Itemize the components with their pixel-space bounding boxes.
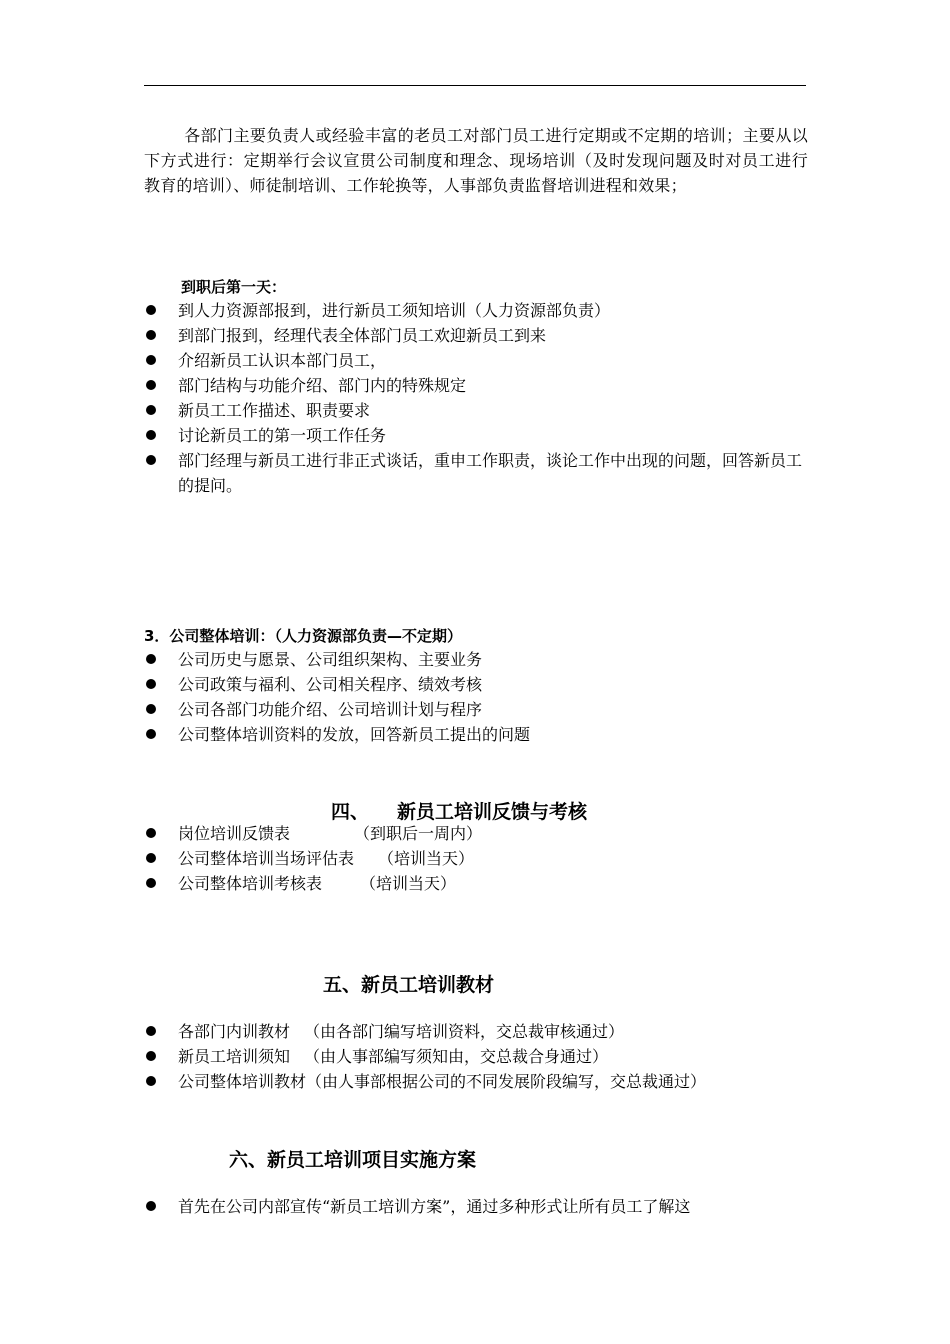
section-4-title: 四、 新员工培训反馈与考核 [331,801,588,823]
bullet-icon [146,729,156,739]
list-item: 新员工工作描述、职责要求 [144,398,814,423]
bullet-icon [146,305,156,315]
bullet-icon [146,704,156,714]
list-item: 公司整体培训教材（由人事部根据公司的不同发展阶段编写，交总裁通过） [144,1069,814,1094]
bullet-icon [146,1201,156,1211]
section-6-title: 六、新员工培训项目实施方案 [229,1149,477,1171]
header-rule [144,85,806,86]
bullet-icon [146,1026,156,1036]
list-item: 新员工培训须知 （由人事部编写须知由，交总裁合身通过） [144,1044,814,1069]
list-item: 到部门报到，经理代表全体部门员工欢迎新员工到来 [144,323,814,348]
bullet-icon [146,330,156,340]
bullet-icon [146,380,156,390]
list-item: 岗位培训反馈表 （到职后一周内） [144,821,814,846]
bullet-icon [146,878,156,888]
list-item: 公司整体培训考核表 （培训当天） [144,871,814,896]
list-item: 公司历史与愿景、公司组织架构、主要业务 [144,647,814,672]
bullet-icon [146,405,156,415]
list-item: 各部门内训教材 （由各部门编写培训资料，交总裁审核通过） [144,1019,814,1044]
bullet-icon [146,355,156,365]
list-item: 首先在公司内部宣传“新员工培训方案”，通过多种形式让所有员工了解这 [144,1194,814,1219]
list-item: 公司各部门功能介绍、公司培训计划与程序 [144,697,814,722]
list-item: 到人力资源部报到，进行新员工须知培训（人力资源部负责） [144,298,814,323]
bullet-icon [146,455,156,465]
bullet-icon [146,654,156,664]
list-item: 部门经理与新员工进行非正式谈话，重申工作职责，谈论工作中出现的问题，回答新员工的提问。 [144,448,808,498]
section-5-list [144,1019,814,1094]
bullet-icon [146,828,156,838]
bullet-icon [146,679,156,689]
bullet-icon [146,1076,156,1086]
company-training-heading: 3．公司整体培训：（人力资源部负责—不定期） [144,627,462,645]
day-one-list [144,298,814,498]
section-5-title: 五、新员工培训教材 [323,974,495,996]
list-item: 公司整体培训当场评估表 （培训当天） [144,846,814,871]
list-item: 公司政策与福利、公司相关程序、绩效考核 [144,672,814,697]
list-item: 部门结构与功能介绍、部门内的特殊规定 [144,373,814,398]
intro-paragraph [144,123,808,198]
intro-text: 各部门主要负责人或经验丰富的老员工对部门员工进行定期或不定期的培训；主要从以下方式进行：定期举行会议宣贯公司制度和理念、现场培训（及时发现问题及时对员工进行教育的培训）、师徒制培训、工作轮换等，人事部负责监督培训进程和效果； [144,126,808,195]
company-training-list [144,647,814,747]
list-item: 公司整体培训资料的发放，回答新员工提出的问题 [144,722,814,747]
day-one-heading: 到职后第一天： [181,278,287,296]
list-item: 讨论新员工的第一项工作任务 [144,423,814,448]
bullet-icon [146,853,156,863]
section-6-list [144,1194,814,1219]
bullet-icon [146,430,156,440]
section-4-list [144,821,814,896]
bullet-icon [146,1051,156,1061]
list-item: 介绍新员工认识本部门员工， [144,348,814,373]
